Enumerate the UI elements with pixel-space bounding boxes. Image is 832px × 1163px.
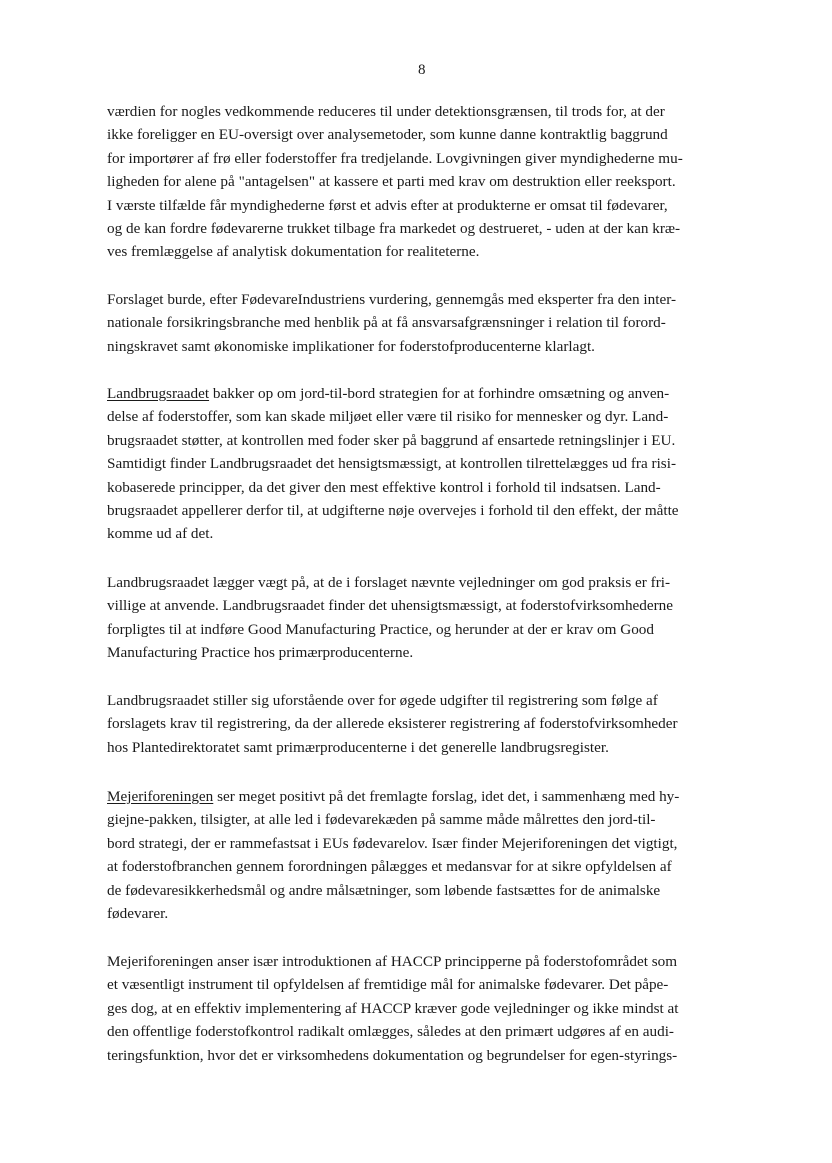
paragraph-insurance — [107, 288, 747, 358]
text-line: nationale forsikringsbranche med henblik på at få ansvarsafgrænsninger i relation til forord- — [107, 314, 666, 332]
text-line: værdien for nogles vedkommende reduceres til under detektionsgrænsen, til trods for, at der — [107, 103, 665, 120]
text-line: Mejeriforeningen anser især introduktionen af HACCP principperne på foderstofområdet som — [107, 953, 678, 970]
text-line: Landbrugsraadet lægger vægt på, at de i forslaget nævnte vejledninger om god praksis er fri- — [107, 574, 671, 591]
text-line: I værste tilfælde får myndighederne først et advis efter at produkterne er omsat til fødevarer, — [107, 196, 668, 214]
text-line: ningskravet samt økonomiske implikationer for foderstofproducenterne klarlagt. — [107, 337, 595, 355]
text-line: et væsentligt instrument til opfyldelsen af fremtidige mål for animalske fødevarer. Det påpe- — [107, 976, 669, 994]
text-line: Landbrugsraadet stiller sig uforstående over for øgede udgifter til registrering som følge af — [107, 692, 658, 709]
page-number: 8 — [418, 62, 426, 78]
text-line: hos Plantedirektoratet samt primærproducenterne i det generelle landbrugsregister. — [107, 738, 609, 756]
paragraph-haccp — [107, 950, 747, 1067]
text-line: komme ud af det. — [107, 525, 214, 543]
text-line: brugsraadet appellerer derfor til, at udgifterne nøje overvejes i forhold til den effekt, der måtte — [107, 501, 679, 519]
text-line — [107, 785, 747, 808]
paragraph-mejeriforeningen-positive — [107, 785, 747, 925]
text-line: og de kan fordre fødevarerne trukket tilbage fra markedet og destrueret, - uden at der kan kræ- — [107, 219, 681, 237]
text-line: ges dog, at en effektiv implementering af HACCP kræver gode vejledninger og ikke mindst at — [107, 999, 679, 1017]
text-line — [107, 382, 747, 405]
text-line: teringsfunktion, hvor det er virksomhedens dokumentation og begrundelser for egen-styrings- — [107, 1046, 678, 1064]
text-line: Manufacturing Practice hos primærproducenterne. — [107, 644, 414, 662]
paragraph-landbrugsraadet-strategy — [107, 382, 747, 546]
text-line: fødevarer. — [107, 904, 169, 922]
text-line: forpligtes til at indføre Good Manufacturing Practice, og herunder at der er krav om Good — [107, 620, 654, 638]
text-line-rest: ser meget positivt på det fremlagte forslag, idet det, i sammenhæng med hy- — [213, 788, 680, 805]
text-line-rest: bakker op om jord-til-bord strategien for at forhindre omsætning og anven- — [209, 385, 670, 402]
organization-name: Landbrugsraadet — [107, 385, 210, 402]
text-line: kobaserede principper, da det giver den mest effektive kontrol i forhold til indsatsen. Land- — [107, 478, 661, 496]
paragraph-detection-limits — [107, 100, 747, 264]
text-line: ves fremlæggelse af analytisk dokumentation for realiteterne. — [107, 243, 480, 261]
text-line: Samtidigt finder Landbrugsraadet det hensigtsmæssigt, at kontrollen tilrettelægges ud fra risi- — [107, 455, 676, 473]
text-line: ligheden for alene på "antagelsen" at kassere et parti med krav om destruktion eller reeksport. — [107, 173, 676, 191]
text-line: giejne-pakken, tilsigter, at alle led i fødevarekæden på samme måde målrettes den jord-til- — [107, 811, 656, 829]
text-line: for importører af frø eller foderstoffer fra tredjelande. Lovgivningen giver myndighederne mu- — [107, 149, 683, 167]
text-line: Forslaget burde, efter FødevareIndustriens vurdering, gennemgås med eksperter fra den inter- — [107, 291, 677, 308]
text-line: den offentlige foderstofkontrol radikalt omlægges, således at den primært udgøres af en audi- — [107, 1023, 674, 1041]
text-line: delse af foderstoffer, som kan skade miljøet eller være til risiko for mennesker og dyr. Land- — [107, 408, 669, 426]
text-line: de fødevaresikkerhedsmål og andre målsætninger, som løbende fastsættes for de animalske — [107, 881, 661, 899]
text-line: villige at anvende. Landbrugsraadet finder det uhensigtsmæssigt, at foderstofvirksomhederne — [107, 597, 674, 615]
text-line: forslagets krav til registrering, da der allerede eksisterer registrering af foderstofvirksomheder — [107, 715, 678, 733]
paragraph-good-practice — [107, 571, 747, 665]
text-line: ikke foreligger en EU-oversigt over analysemetoder, som kunne danne kontraktlig baggrund — [107, 126, 668, 144]
organization-name: Mejeriforeningen — [107, 788, 214, 805]
paragraph-registration — [107, 689, 747, 759]
text-line: at foderstofbranchen gennem forordningen pålægges et medansvar for at sikre opfyldelsen af — [107, 858, 672, 876]
text-line: bord strategi, der er rammefastsat i EUs fødevarelov. Især finder Mejeriforeningen det vigtigt, — [107, 834, 678, 852]
text-line: brugsraadet støtter, at kontrollen med foder sker på baggrund af ensartede retningslinjer i EU. — [107, 431, 676, 449]
